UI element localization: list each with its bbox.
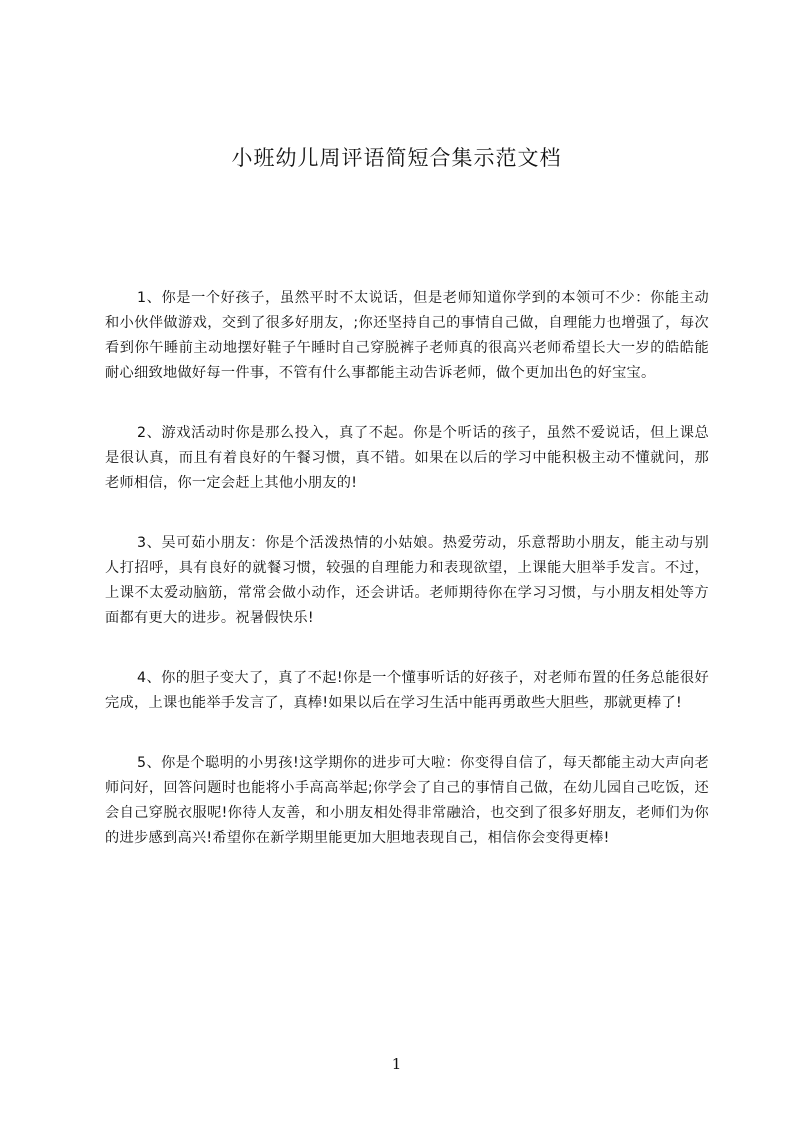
document-body — [105, 286, 709, 886]
paragraph-4: 4、你的胆子变大了，真了不起!你是一个懂事听话的好孩子，对老师布置的任务总能很好完成，上课也能举手发言了，真棒!如果以后在学习生活中能再勇敢些大胆些，那就更棒了! — [105, 670, 709, 711]
page-number: 1 — [391, 1055, 402, 1073]
paragraph-3: 3、吴可茹小朋友：你是个活泼热情的小姑娘。热爱劳动，乐意帮助小朋友，能主动与别人打招呼，具有良好的就餐习惯，较强的自理能力和表现欲望，上课能大胆举手发言。不过，上课不太爱动脑筋，常常会做小动作，还会讲话。老师期待你在学习习惯，与小朋友相处等方面都有更大的进步。祝暑假快乐! — [105, 535, 709, 626]
document-title: 小班幼儿周评语简短合集示范文档 — [231, 146, 562, 170]
paragraph-5: 5、你是个聪明的小男孩!这学期你的进步可大啦：你变得自信了，每天都能主动大声向老师问好，回答问题时也能将小手高高举起;你学会了自己的事情自己做，在幼儿园自己吃饭，还会自己穿脱衣服呢!你待人友善，和小朋友相处得非常融洽，也交到了很多好朋友，老师们为你的进步感到高兴!希望你在新学期里能更加大胆地表现自己，相信你会变得更棒! — [105, 755, 709, 846]
paragraph-2: 2、游戏活动时你是那么投入，真了不起。你是个听话的孩子，虽然不爱说话，但上课总是很认真，而且有着良好的午餐习惯，真不错。如果在以后的学习中能积极主动不懂就问，那老师相信，你一定会赶上其他小朋友的! — [105, 425, 709, 491]
paragraph-1: 1、你是一个好孩子，虽然平时不太说话，但是老师知道你学到的本领可不少：你能主动和小伙伴做游戏，交到了很多好朋友，;你还坚持自己的事情自己做，自理能力也增强了，每次看到你午睡前主动地摆好鞋子午睡时自己穿脱裤子老师真的很高兴老师希望长大一岁的皓皓能耐心细致地做好每一件事，不管有什么事都能主动告诉老师，做个更加出色的好宝宝。 — [105, 290, 709, 381]
